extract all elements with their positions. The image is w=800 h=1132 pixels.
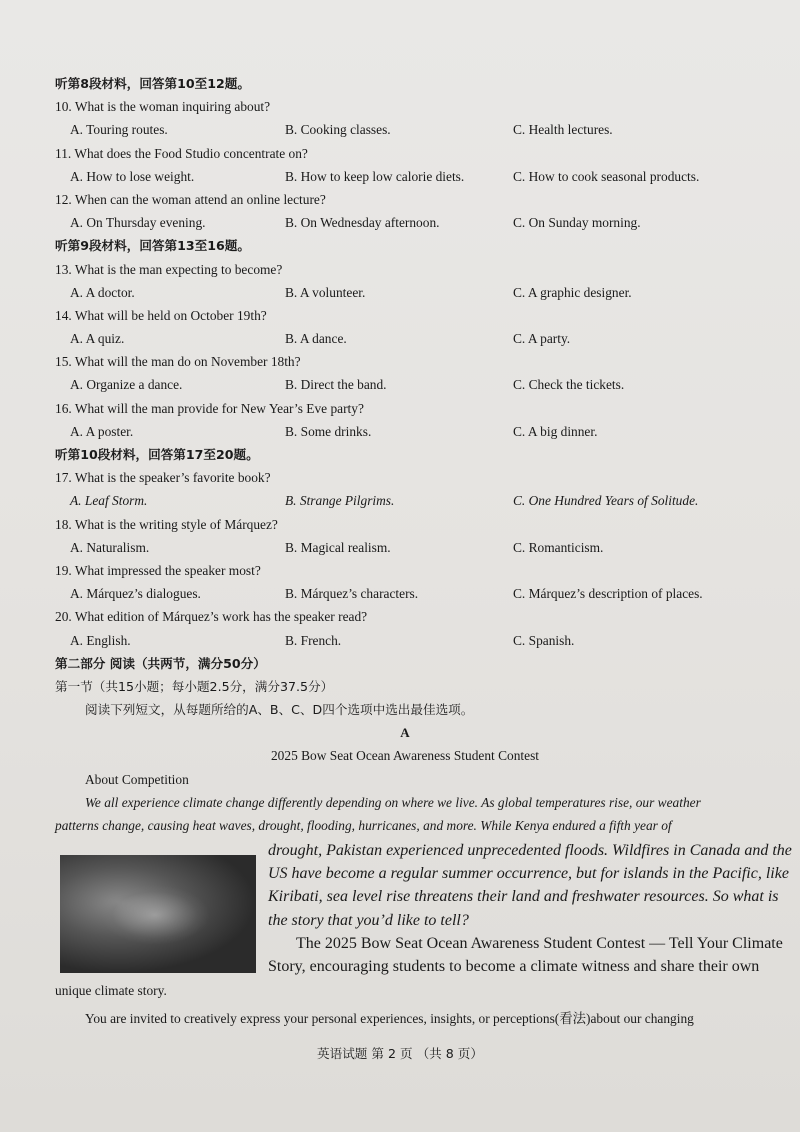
option-b: B. A volunteer. (285, 284, 366, 300)
listening-section (55, 72, 755, 837)
option-c: C. Health lectures. (513, 122, 613, 138)
option-c: C. Márquez’s description of places. (513, 586, 703, 602)
option-c: C. On Sunday morning. (513, 215, 641, 231)
options-row (55, 373, 755, 396)
options-row (55, 629, 755, 652)
para2-line: The 2025 Bow Seat Ocean Awareness Student Contest — Tell Your Climate (296, 934, 783, 952)
section-heading: 听第10段材料，回答第17至20题。 (55, 447, 259, 462)
section1-heading: 第一节（共15小题；每小题2.5分，满分37.5分） (55, 678, 334, 694)
option-a: A. A quiz. (70, 331, 125, 347)
option-b: B. On Wednesday afternoon. (285, 215, 440, 231)
section-heading: 听第9段材料，回答第13至16题。 (55, 238, 250, 254)
para1-line: US have become a regular summer occurrence, but for islands in the Pacific, like (268, 865, 789, 883)
para1-line: patterns change, causing heat waves, drought, flooding, hurricanes, and more. While Kenya endured a fifth year of (55, 818, 672, 833)
para3-line: You are invited to creatively express your personal experiences, insights, or perceptions(看法)about our changing (85, 1011, 694, 1027)
question: 15. What will the man do on November 18th? (55, 354, 301, 370)
part2-heading: 第二部分 阅读（共两节，满分50分） (55, 655, 266, 671)
options-row (55, 211, 755, 234)
option-b: B. Strange Pilgrims. (285, 493, 395, 509)
options-row (55, 420, 755, 443)
option-a: A. Organize a dance. (70, 377, 183, 393)
question: 18. What is the writing style of Márquez? (55, 516, 278, 532)
option-b: B. How to keep low calorie diets. (285, 168, 465, 184)
option-a: A. How to lose weight. (70, 168, 195, 184)
question: 17. What is the speaker’s favorite book? (55, 470, 271, 486)
options-row (55, 489, 755, 512)
question: 13. What is the man expecting to become? (55, 261, 283, 277)
page-footer: 英语试题 第 2 页 （共 8 页） (317, 1046, 483, 1061)
option-c: C. A big dinner. (513, 423, 598, 439)
option-b: B. Some drinks. (285, 423, 372, 439)
question: 16. What will the man provide for New Year’s Eve party? (55, 400, 364, 416)
option-a: A. On Thursday evening. (70, 215, 206, 231)
option-a-text: A. Leaf Storm. (70, 493, 148, 509)
lower-text (55, 979, 755, 1030)
option-a: A. Naturalism. (70, 539, 150, 555)
para2-line: unique climate story. (55, 983, 167, 998)
question: 11. What does the Food Studio concentrate on? (55, 145, 308, 161)
para1-line: drought, Pakistan experienced unprecedented floods. Wildfires in Canada and the (268, 842, 792, 859)
option-c: C. A graphic designer. (513, 284, 632, 300)
para1-line: We all experience climate change differently depending on where we live. As global temperatures rise, our weather (85, 794, 701, 810)
option-b: B. Magical realism. (285, 539, 391, 555)
passage-letter: A (400, 725, 410, 741)
option-c: C. One Hundred Years of Solitude. (513, 493, 699, 509)
option-a: A. English. (70, 632, 131, 648)
option-c: C. Spanish. (513, 632, 575, 648)
option-b: B. French. (285, 632, 342, 648)
option-c: C. How to cook seasonal products. (513, 168, 700, 184)
options-row (55, 327, 755, 350)
option-a (70, 489, 147, 512)
instruction: 阅读下列短文，从每题所给的A、B、C、D四个选项中选出最佳选项。 (85, 702, 474, 718)
question: 10. What is the woman inquiring about? (55, 99, 271, 115)
option-b: B. A dance. (285, 331, 347, 347)
option-a: A. A doctor. (70, 284, 135, 300)
passage-title: 2025 Bow Seat Ocean Awareness Student Contest (270, 748, 540, 764)
options-row (55, 582, 755, 605)
option-c: C. Romanticism. (513, 539, 604, 555)
options-row (55, 281, 755, 304)
option-a: A. Touring routes. (70, 122, 168, 138)
section-heading: 听第8段材料，回答第10至12题。 (55, 76, 250, 91)
wrapped-text (268, 839, 792, 978)
options-row (55, 165, 755, 188)
question: 19. What impressed the speaker most? (55, 562, 261, 578)
option-b: B. Cooking classes. (285, 122, 391, 138)
question: 14. What will be held on October 19th? (55, 307, 267, 323)
option-a: A. Márquez’s dialogues. (70, 586, 201, 602)
options-row (55, 118, 755, 141)
option-a: A. A poster. (70, 423, 134, 439)
option-c: C. Check the tickets. (513, 377, 625, 393)
option-b: B. Márquez’s characters. (285, 586, 419, 602)
option-c: C. A party. (513, 331, 571, 347)
para2-line: Story, encouraging students to become a climate witness and share their own (268, 957, 760, 975)
about-heading: About Competition (85, 771, 189, 787)
options-row (55, 536, 755, 559)
ocean-photo (60, 855, 256, 973)
question: 12. When can the woman attend an online lecture? (55, 191, 326, 207)
option-b: B. Direct the band. (285, 377, 387, 393)
para1-line: Kiribati, sea level rise threatens their land and freshwater resources. So what is (268, 888, 779, 906)
question: 20. What edition of Márquez’s work has the speaker read? (55, 609, 368, 625)
para1-line: the story that you’d like to tell? (268, 911, 469, 929)
